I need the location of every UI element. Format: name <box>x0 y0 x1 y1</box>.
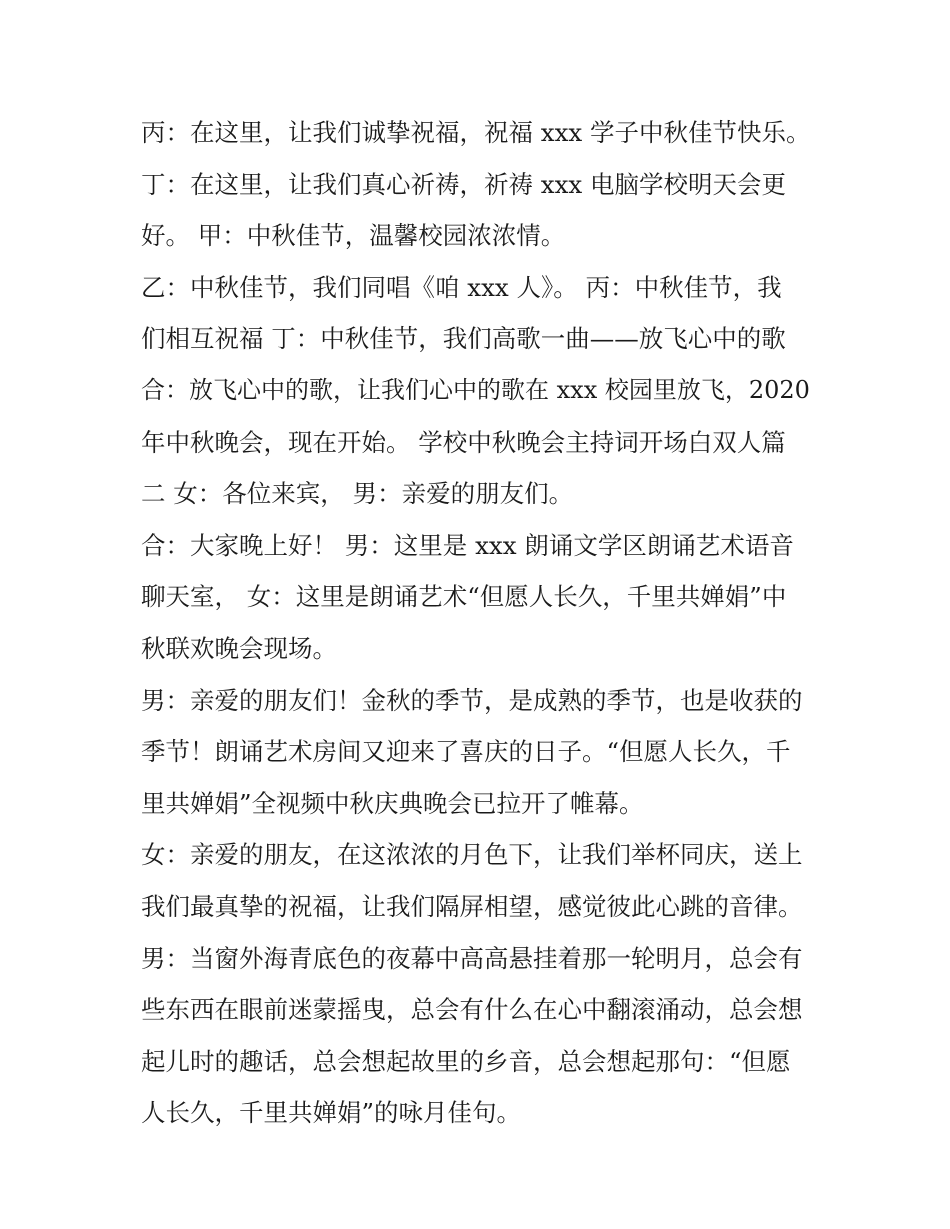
text-line: 些东西在眼前迷蒙摇曳，总会有什么在心中翻滚涌动，总会想 <box>141 995 803 1025</box>
text-line: 丁：在这里，让我们真心祈祷，祈祷 xxx 电脑学校明天会更 <box>141 169 787 199</box>
text-line: 年中秋晚会，现在开始。 学校中秋晚会主持词开场白双人篇 <box>141 427 786 457</box>
text-line: 男：亲爱的朋友们！金秋的季节，是成熟的季节，也是收获的 <box>141 685 803 715</box>
text-line: 女：亲爱的朋友，在这浓浓的月色下，让我们举杯同庆，送上 <box>141 840 803 870</box>
text-line: 里共婵娟”全视频中秋庆典晚会已拉开了帷幕。 <box>141 788 644 818</box>
text-line: 们相互祝福 丁：中秋佳节，我们高歌一曲——放飞心中的歌 <box>141 324 786 354</box>
text-line: 我们最真挚的祝福，让我们隔屏相望，感觉彼此心跳的音律。 <box>141 891 803 921</box>
text-line: 乙：中秋佳节，我们同唱《咱 xxx 人》。 丙：中秋佳节，我 <box>141 272 782 302</box>
text-line: 起儿时的趣话，总会想起故里的乡音，总会想起那句：“但愿 <box>141 1046 791 1076</box>
text-line: 季节！朗诵艺术房间又迎来了喜庆的日子。“但愿人长久，千 <box>141 737 791 767</box>
text-line: 好。 甲：中秋佳节，温馨校园浓浓情。 <box>141 221 566 251</box>
text-line: 秋联欢晚会现场。 <box>141 633 337 663</box>
text-line: 二 女：各位来宾， 男：亲爱的朋友们。 <box>141 479 574 509</box>
text-line: 人长久，千里共婵娟”的咏月佳句。 <box>141 1098 522 1128</box>
text-line: 合：大家晚上好！ 男：这里是 xxx 朗诵文学区朗诵艺术语音 <box>141 530 794 560</box>
text-line: 合：放飞心中的歌，让我们心中的歌在 xxx 校园里放飞，2020 <box>141 375 810 404</box>
text-line: 聊天室， 女：这里是朗诵艺术“但愿人长久，千里共婵娟”中 <box>141 582 787 612</box>
text-line: 丙：在这里，让我们诚挚祝福，祝福 xxx 学子中秋佳节快乐。 <box>141 118 811 147</box>
body-text <box>141 107 821 1139</box>
text-line: 男：当窗外海青底色的夜幕中高高悬挂着那一轮明月，总会有 <box>141 943 803 973</box>
